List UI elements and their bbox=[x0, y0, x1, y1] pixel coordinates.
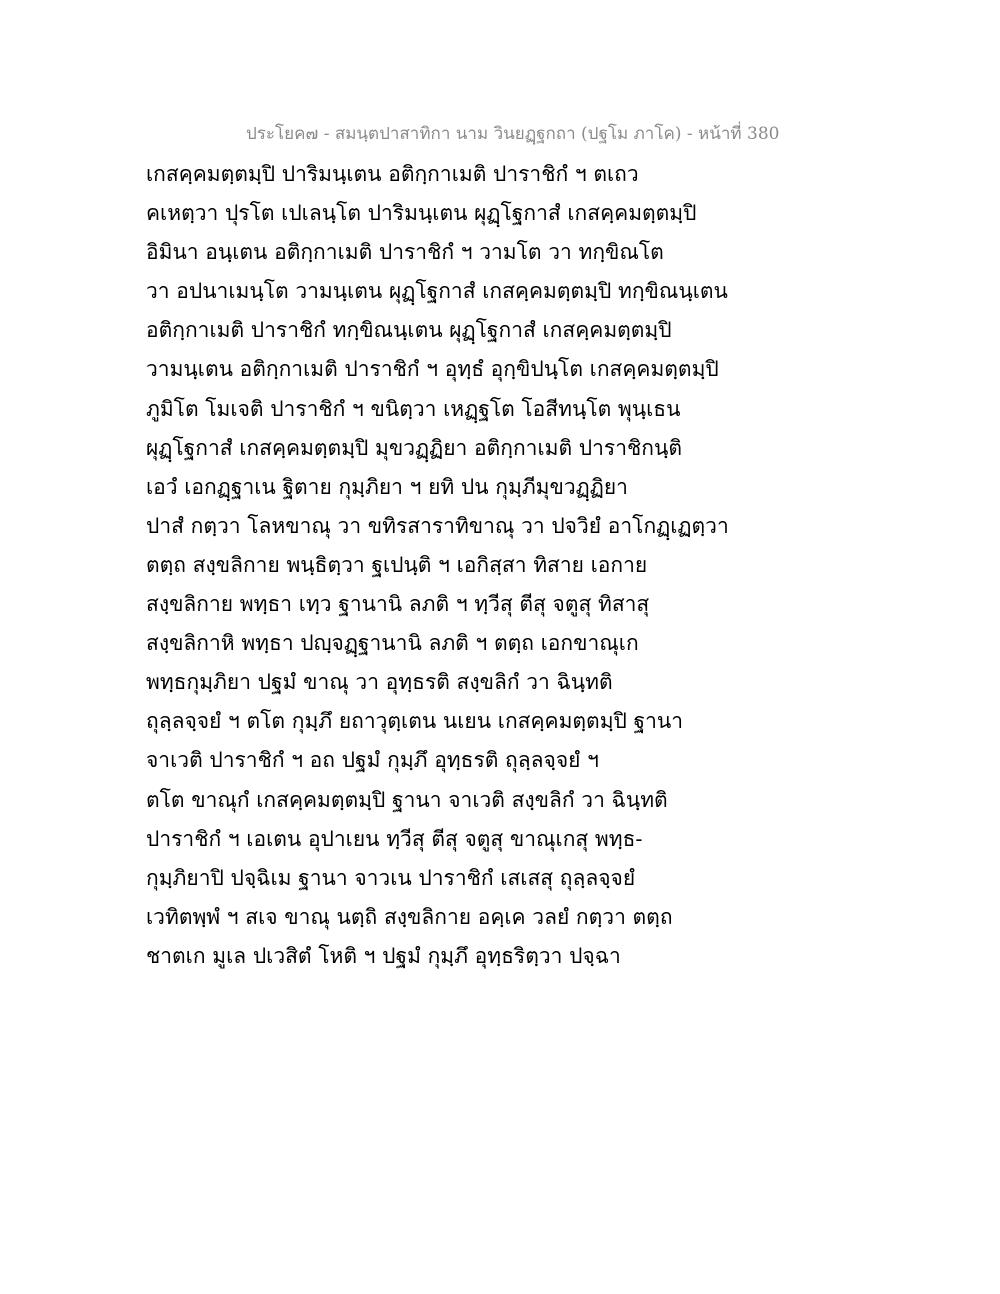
text-line: เกสคฺคมตฺตมฺปิ ปาริมนฺเตน อติกฺกาเมติ ปาราชิกํ ฯ ตเถว bbox=[146, 162, 639, 186]
body-text bbox=[146, 158, 866, 979]
text-line: ปาสํ กตฺวา โลหขาณุ วา ขทิรสาราทิขาณุ วา ปจวิยํ อาโกฏฺเฏตฺวา bbox=[146, 513, 729, 538]
text-line: อติกฺกาเมติ ปาราชิกํ ทกฺขิณนฺเตน ผุฏฺโฐกาสํ เกสคฺคมตฺตมฺปิ bbox=[146, 318, 672, 343]
text-line: คเหตฺวา ปุรโต เปเลนฺโต ปาริมนฺเตน ผุฏฺโฐกาสํ เกสคฺคมตฺตมฺปิ bbox=[146, 201, 697, 226]
text-line: อิมินา อนฺเตน อติกฺกาเมติ ปาราชิกํ ฯ วามโต วา ทกฺขิณโต bbox=[146, 240, 664, 265]
text-line: เอวํ เอกฏฺฐาเน ฐิตาย กุมฺภิยา ฯ ยทิ ปน กุมฺภีมุขวฏฺฏิยา bbox=[146, 474, 628, 499]
text-line: ชาตเก มูเล ปเวสิตํ โหติ ฯ ปฐมํ กุมฺภึ อุทฺธริตฺวา ปจฺฉา bbox=[146, 943, 621, 968]
text-line: ถุลฺลจฺจยํ ฯ ตโต กุมฺภึ ยถาวุตฺเตน นเยน เกสคฺคมตฺตมฺปิ ฐานา bbox=[146, 709, 684, 734]
text-line: สงฺขลิกาหิ พทฺธา ปญฺจฏฺฐานานิ ลภติ ฯ ตตฺถ เอกขาณุเก bbox=[146, 631, 639, 656]
text-line: เวทิตพฺพํ ฯ สเจ ขาณุ นตฺถิ สงฺขลิกาย อคฺเค วลยํ กตฺวา ตตฺถ bbox=[146, 904, 673, 929]
text-line: วา อปนาเมนฺโต วามนฺเตน ผุฏฺโฐกาสํ เกสคฺคมตฺตมฺปิ ทกฺขิณนฺเตน bbox=[146, 279, 728, 304]
text-line: ตโต ขาณุกํ เกสคฺคมตฺตมฺปิ ฐานา จาเวติ สงฺขลิกํ วา ฉินฺทติ bbox=[146, 787, 668, 812]
text-line: ผุฏฺโฐกาสํ เกสคฺคมตฺตมฺปิ มุขวฏฺฏิยา อติกฺกาเมติ ปาราชิกนฺติ bbox=[146, 435, 682, 460]
text-line: ปาราชิกํ ฯ เอเตน อุปาเยน ทฺวีสุ ตีสุ จตูสุ ขาณุเกสุ พทฺธ- bbox=[146, 826, 643, 851]
text-line: พทฺธกุมฺภิยา ปฐมํ ขาณุ วา อุทฺธรติ สงฺขลิกํ วา ฉินฺทติ bbox=[146, 670, 613, 695]
text-line: ภูมิโต โมเจติ ปาราชิกํ ฯ ขนิตฺวา เหฏฺฐโต โอสีทนฺโต พุนฺเธน bbox=[146, 396, 681, 421]
text-line: สงฺขลิกาย พทฺธา เทฺว ฐานานิ ลภติ ฯ ทฺวีสุ ตีสุ จตูสุ ทิสาสุ bbox=[146, 592, 650, 617]
text-line: ตตฺถ สงฺขลิกาย พนฺธิตฺวา ฐเปนฺติ ฯ เอกิสฺสา ทิสาย เอกาย bbox=[146, 552, 648, 577]
text-line: จาเวติ ปาราชิกํ ฯ อถ ปฐมํ กุมฺภึ อุทฺธรติ ถุลฺลจฺจยํ ฯ bbox=[146, 748, 599, 773]
text-line: วามนฺเตน อติกฺกาเมติ ปาราชิกํ ฯ อุทฺธํ อุกฺขิปนฺโต เกสคฺคมตฺตมฺปิ bbox=[146, 357, 719, 382]
text-line: กุมฺภิยาปิ ปจฺฉิเม ฐานา จาวเน ปาราชิกํ เสเสสุ ถุลฺลจฺจยํ bbox=[146, 865, 636, 890]
page-header: ประโยค๗ - สมนฺตปาสาทิกา นาม วินยฏฺฐกถา (ปฐโม ภาโค) - หน้าที่ 380 bbox=[246, 124, 780, 144]
